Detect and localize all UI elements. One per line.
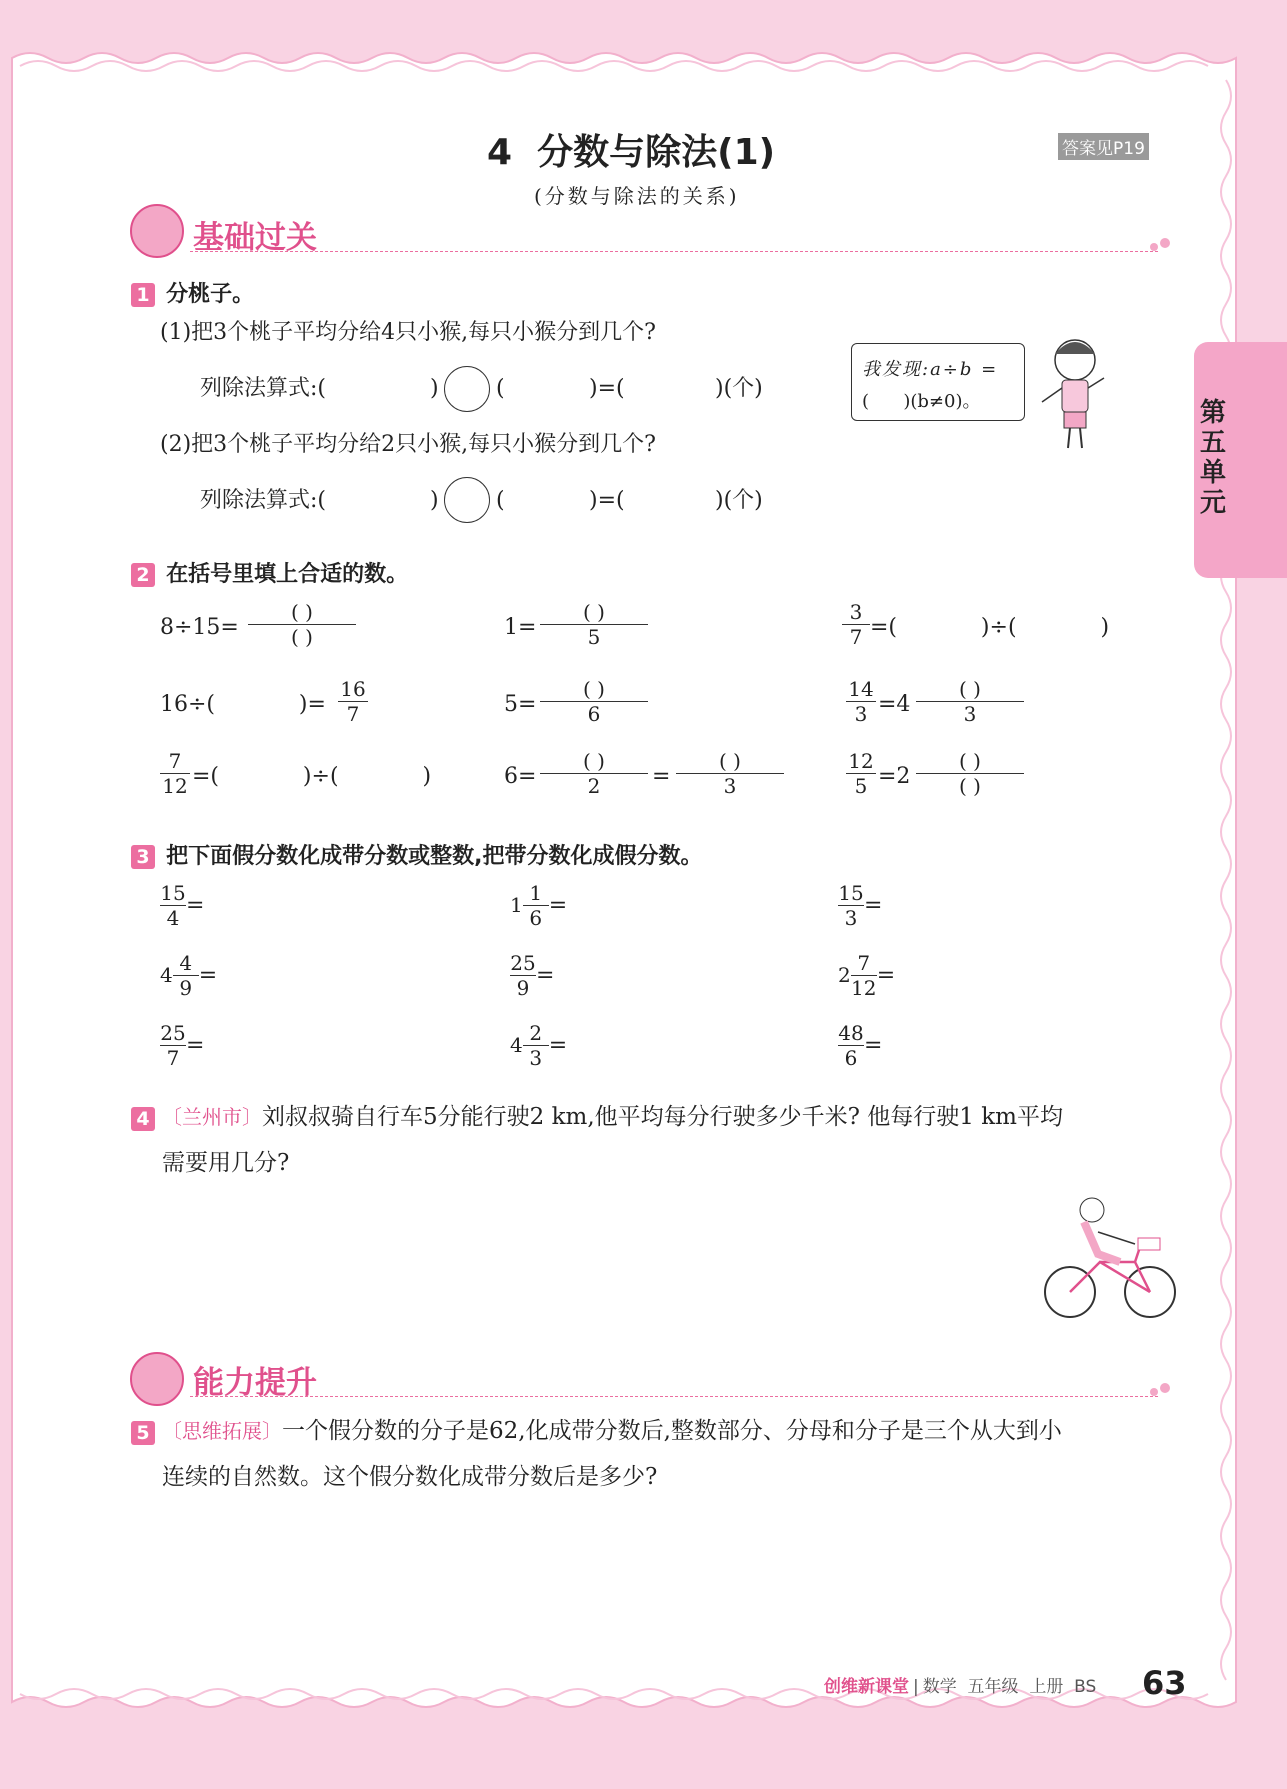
denominator: 2 [540,773,648,798]
fraction [523,881,549,930]
fraction [338,677,368,726]
denominator: 3 [916,701,1024,726]
numerator: 14 [848,677,874,701]
question-title: 把下面假分数化成带分数或整数,把带分数化成假分数。 [166,844,703,869]
expr-left: 5= [504,692,537,717]
numerator: 1 [529,880,543,905]
denominator: 3 [846,701,876,726]
q1-part1-text: (1)把3个桃子平均分给4只小猴,每只小猴分到几个? [160,320,656,345]
numerator: 48 [838,1020,864,1045]
numerator: 7 [857,950,871,975]
answer-blank[interactable] [882,890,1002,920]
equals-sign: = [186,1032,205,1058]
numerator: 3 [849,600,863,624]
answer-blank[interactable] [882,1030,1002,1060]
denominator: 5 [846,773,876,798]
fraction [838,1021,864,1070]
conversion-item [160,1020,324,1070]
equals-sign: = [876,962,896,988]
expr-mid: =2 [878,764,911,789]
answer-blank[interactable] [204,890,324,920]
footer-brand: 创维新课堂 [824,1677,909,1697]
expr-equals: = [652,764,671,789]
numerator: 12 [848,749,874,773]
question-1-header [131,277,254,308]
formula-close-paren: ) [430,376,439,401]
numerator-blank[interactable]: ( ) [583,749,605,773]
fraction [846,749,876,798]
whole-part: 2 [838,963,851,987]
question-3-header [131,839,702,870]
equals-sign: = [536,962,555,988]
source-tag: 〔思维拓展〕 [162,1419,282,1443]
whole-part: 4 [160,963,173,987]
numerator: 25 [160,1020,186,1045]
question-number: 3 [131,845,155,869]
expr-left: 1= [504,615,537,640]
numerator: 25 [510,950,536,975]
numerator: 2 [529,1020,543,1045]
expr-left: 8÷15= [160,615,239,640]
answer-blank[interactable] [554,960,674,990]
denominator: 6 [540,701,648,726]
numerator: 7 [168,749,182,773]
denominator: 12 [160,773,190,798]
divider-dot-icon [1150,1388,1158,1396]
question-number: 5 [131,1421,155,1445]
formula-equals: )=( [589,376,625,401]
conversion-item [510,880,687,930]
footer: 创维新课堂 | 数学 五年级 上册 BS [824,1677,1097,1697]
answer-blank[interactable] [204,1030,324,1060]
numerator-blank[interactable]: ( ) [583,677,605,701]
fraction [846,677,876,726]
conversion-item [510,1020,687,1070]
denominator: 12 [851,975,877,1000]
page-number: 63 [1142,1664,1187,1702]
section-divider [190,1396,1158,1397]
formula-open-paren: ( [496,376,505,401]
question-title: 分桃子。 [166,282,255,307]
denominator: 3 [838,905,864,930]
fraction [160,1021,186,1070]
fraction-blank[interactable] [248,600,356,649]
operator-circle-blank[interactable] [444,366,490,412]
q5-line2: 连续的自然数。这个假分数化成带分数后是多少? [162,1464,658,1490]
answer-blank[interactable] [567,1030,687,1060]
q4-line2: 需要用几分? [162,1150,290,1176]
operator-circle-blank[interactable] [444,477,490,523]
fraction-blank[interactable] [540,600,648,649]
whole-part: 4 [510,1033,523,1057]
expr-mid: =4 [878,692,911,717]
section-title-advanced: 能力提升 [193,1365,317,1401]
answer-blank[interactable] [567,890,687,920]
bubble-text-line2: ( )(b≠0)。 [862,391,981,412]
numerator: 4 [179,950,193,975]
fraction [851,951,877,1000]
section-mascot-icon [130,204,184,258]
q4-line1 [162,1106,1063,1129]
expr-tail: =( )÷( ) [870,615,1110,640]
denominator: 6 [838,1045,864,1070]
question-4-header [131,1107,155,1131]
formula-open-paren: ( [496,488,505,513]
section-title-basic: 基础过关 [193,220,317,256]
answer-blank[interactable] [895,960,1015,990]
divider-dot-icon [1160,238,1170,248]
expr-left: 6= [504,764,537,789]
divider-dot-icon [1160,1383,1170,1393]
question-2-header [131,557,408,588]
formula-label: 列除法算式:( [200,376,326,401]
page-subtitle: (分数与除法的关系) [534,184,740,208]
divider-dot-icon [1150,243,1158,251]
fraction-blank[interactable] [676,749,784,798]
formula-unit: )(个) [715,488,763,513]
equals-sign: = [864,1032,883,1058]
conversion-item [160,880,324,930]
formula-close-paren: ) [430,488,439,513]
equals-sign: = [864,892,883,918]
denominator: 7 [338,701,368,726]
question-title: 在括号里填上合适的数。 [166,562,409,587]
section-divider [190,251,1158,252]
fraction [173,951,199,1000]
denominator: 9 [510,975,536,1000]
unit-side-tab-label: 第五单元 [1200,398,1227,518]
numerator-blank[interactable]: ( ) [959,749,981,773]
question-number: 4 [131,1107,155,1131]
numerator: 15 [160,880,186,905]
numerator-blank[interactable]: ( ) [583,600,605,624]
formula-unit: )(个) [715,376,763,401]
denominator: 7 [160,1045,186,1070]
source-tag: 〔兰州市〕 [162,1105,262,1129]
fraction [838,881,864,930]
answer-blank[interactable] [217,960,337,990]
denominator: 4 [160,905,186,930]
denominator: 6 [523,905,549,930]
fraction [160,881,186,930]
equals-sign: = [186,892,205,918]
numerator-blank[interactable]: ( ) [959,677,981,701]
fraction [842,600,870,649]
cyclist-illustration-icon [1040,1192,1180,1322]
q1-part2-text: (2)把3个桃子平均分给2只小猴,每只小猴分到几个? [160,432,656,457]
denominator-blank[interactable]: ( ) [248,624,356,649]
denominator: 7 [842,624,870,649]
conversion-item [838,1020,1002,1070]
fraction-blank[interactable] [916,677,1024,726]
conversion-item [838,950,1015,1000]
bubble-text-line1: 我发现:a÷b = [862,359,999,380]
expr-left: 16÷( )= [160,692,326,717]
boy-character-icon [1020,330,1110,455]
equals-sign: = [548,1032,568,1058]
denominator-blank[interactable]: ( ) [916,773,1024,798]
conversion-item [160,950,337,1000]
equals-sign: = [198,962,218,988]
fraction-blank[interactable] [540,749,648,798]
q5-line1 [162,1420,1062,1443]
footer-info: 数学 五年级 上册 BS [922,1677,1097,1697]
section-mascot-icon [130,1352,184,1406]
answer-reference-badge: 答案见P19 [1058,133,1149,160]
numerator-blank[interactable]: ( ) [719,749,741,773]
denominator: 3 [523,1045,549,1070]
numerator: 15 [838,880,864,905]
denominator: 9 [173,975,199,1000]
fraction-blank[interactable] [540,677,648,726]
numerator-blank[interactable]: ( ) [291,600,313,624]
formula-equals: )=( [589,488,625,513]
denominator: 5 [540,624,648,649]
q4-text: 刘叔叔骑自行车5分能行驶2 km,他平均每分行驶多少千米? 他每行驶1 km平均 [262,1104,1063,1130]
q5-text: 一个假分数的分子是62,化成带分数后,整数部分、分母和分子是三个从大到小 [282,1418,1062,1444]
fraction [510,951,536,1000]
fraction [160,749,190,798]
denominator: 3 [676,773,784,798]
question-number: 1 [131,283,155,307]
page-title: 4 分数与除法(1) [487,132,776,173]
formula-label: 列除法算式:( [200,488,326,513]
question-5-header [131,1421,155,1445]
equals-sign: = [548,892,568,918]
whole-part: 1 [510,893,523,917]
question-number: 2 [131,563,155,587]
conversion-item [838,880,1002,930]
numerator: 16 [340,677,366,701]
expr-tail: =( )÷( ) [192,764,432,789]
fraction-blank[interactable] [916,749,1024,798]
conversion-item [510,950,674,1000]
fraction [523,1021,549,1070]
